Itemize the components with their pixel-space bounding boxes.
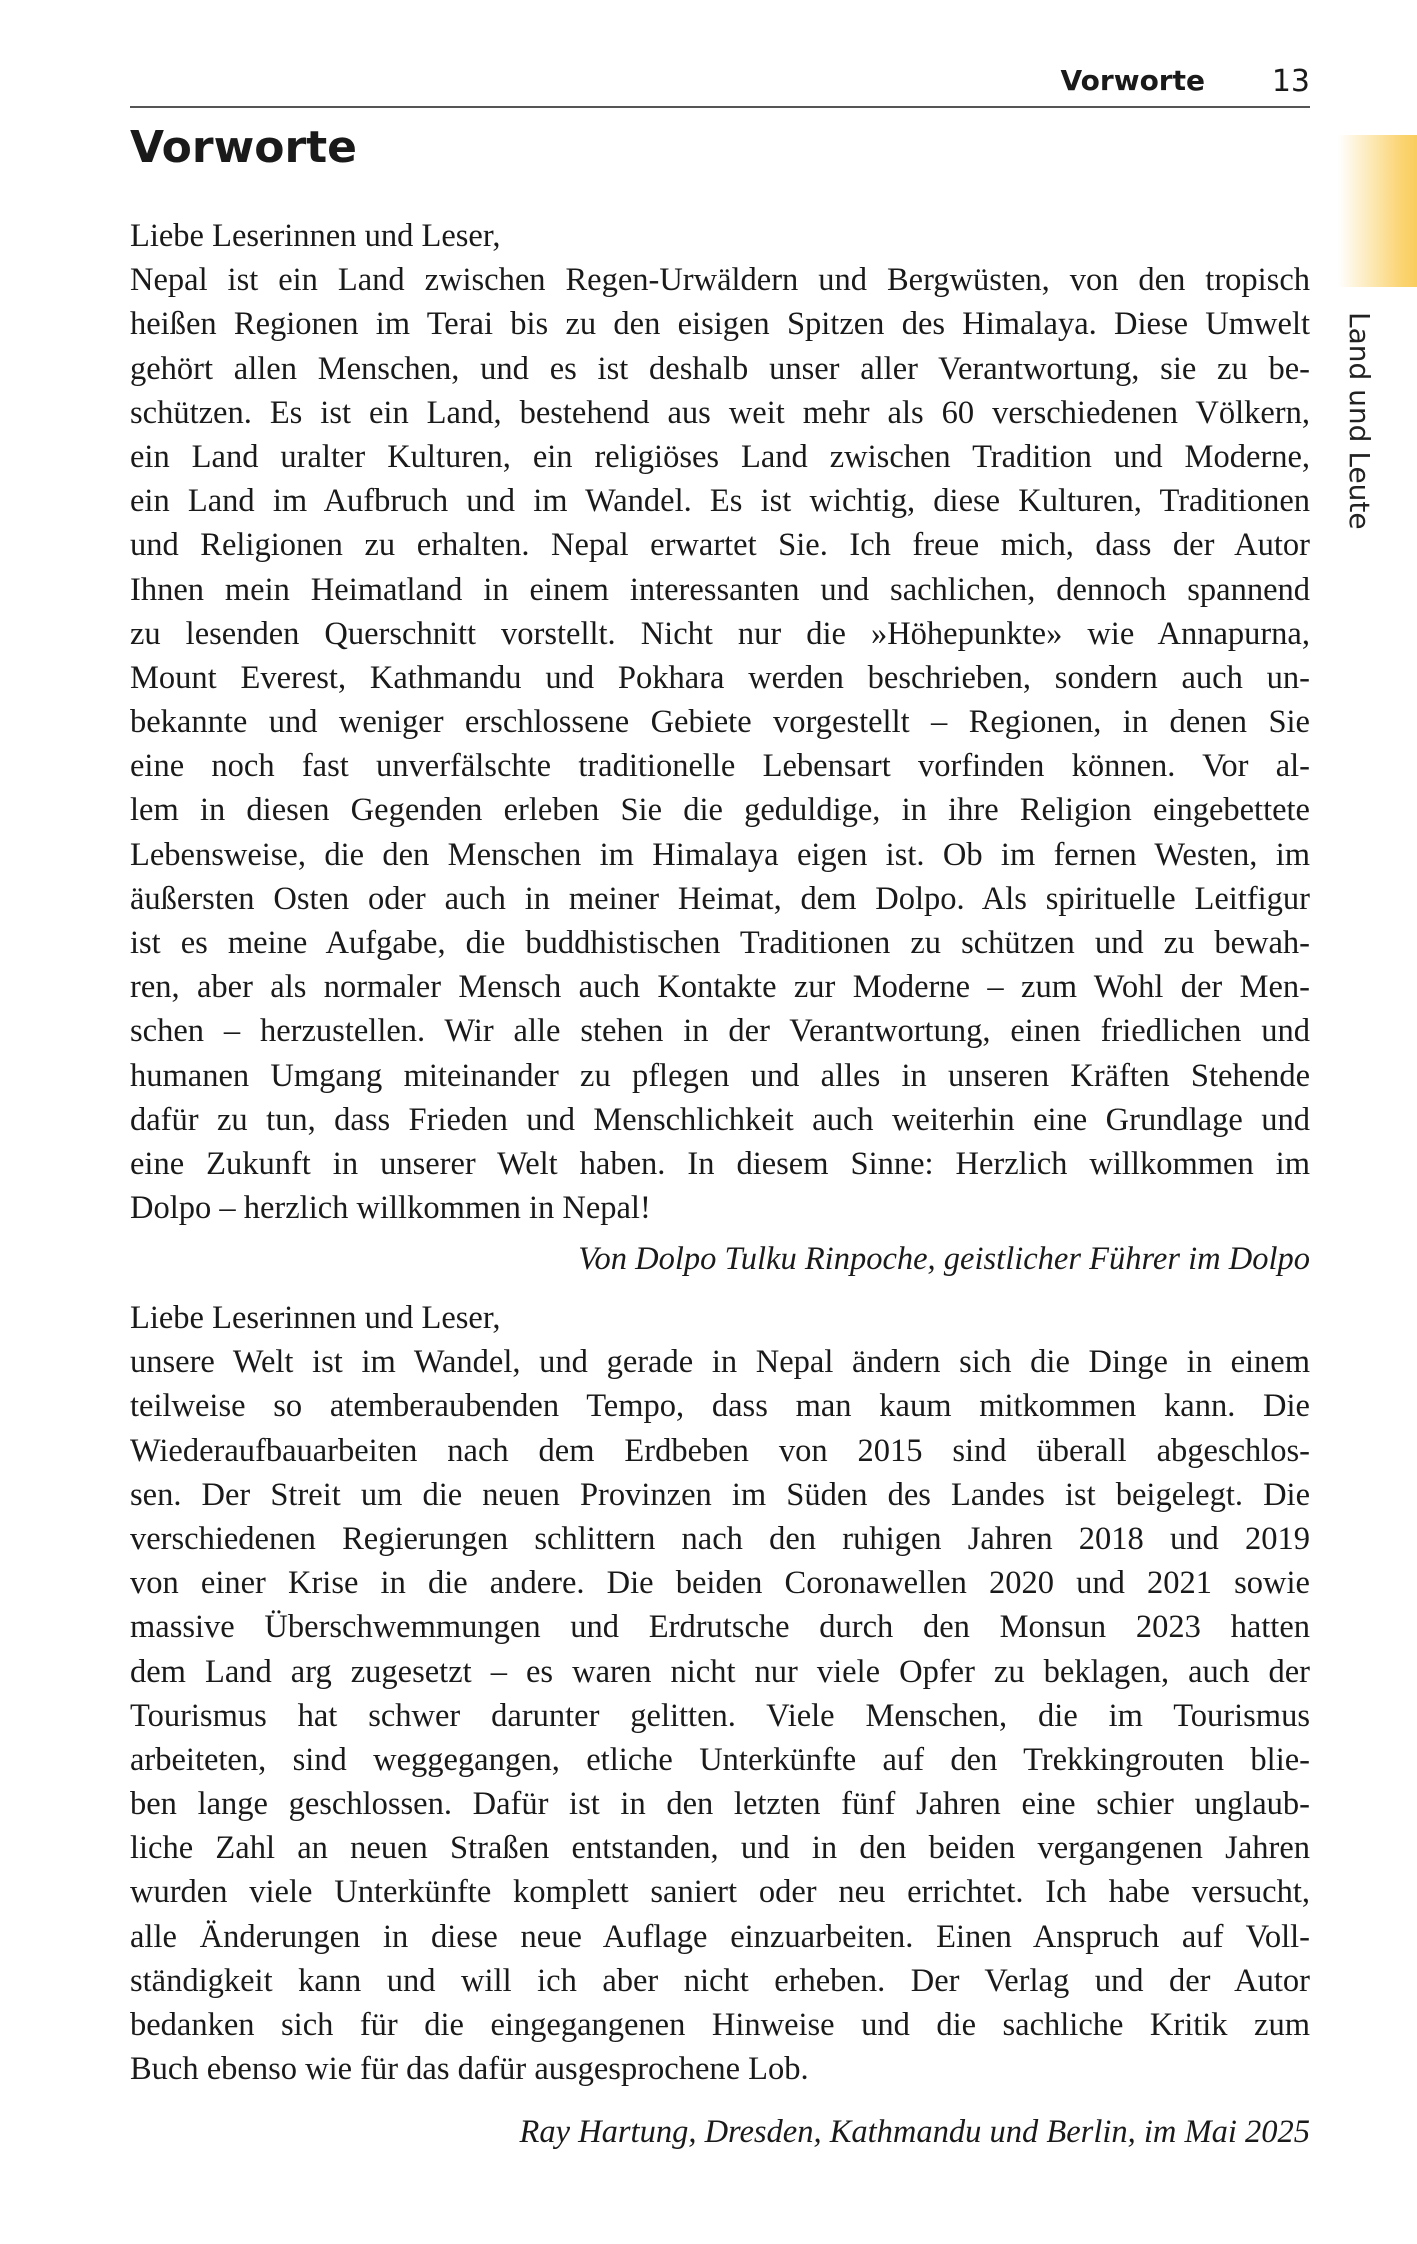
text-line: humanen Umgang miteinander zu pflegen und alles in unseren Kräften Stehende — [130, 1057, 1310, 1094]
text-line: Dolpo – herzlich willkommen in Nepal! — [130, 1190, 651, 1227]
text-line: arbeiteten, sind weggegangen, etliche Unterkünfte auf den Trekkingrouten blie- — [130, 1741, 1310, 1778]
text-line: Mount Everest, Kathmandu und Pokhara werden beschrieben, sondern auch un- — [130, 659, 1310, 696]
text-line: schen – herzustellen. Wir alle stehen in der Verantwortung, einen friedlichen und — [130, 1013, 1310, 1050]
page-title: Vorworte — [130, 122, 358, 173]
foreword-1-signature: Von Dolpo Tulku Rinpoche, geistlicher Führer im Dolpo — [578, 1241, 1310, 1277]
text-line: von einer Krise in die andere. Die beiden Coronawellen 2020 und 2021 sowie — [130, 1565, 1310, 1602]
text-line: ben lange geschlossen. Dafür ist in den letzten fünf Jahren eine schier unglaub- — [130, 1786, 1310, 1823]
text-line: heißen Regionen im Terai bis zu den eisigen Spitzen des Himalaya. Diese Umwelt — [130, 306, 1310, 343]
text-line: Lebensweise, die den Menschen im Himalaya eigen ist. Ob im fernen Westen, im — [130, 836, 1310, 873]
text-line: äußersten Osten oder auch in meiner Heimat, dem Dolpo. Als spirituelle Leitfigur — [130, 880, 1310, 917]
text-line: Liebe Leserinnen und Leser, — [130, 1300, 501, 1336]
chapter-side-label-text: Land und Leute — [1343, 312, 1376, 530]
text-line: sen. Der Streit um die neuen Provinzen im Süden des Landes ist beigelegt. Die — [130, 1476, 1310, 1513]
chapter-side-label — [1343, 312, 1383, 552]
text-line: dem Land arg zugesetzt – es waren nicht nur viele Opfer zu beklagen, auch der — [130, 1653, 1310, 1690]
text-line: dafür zu tun, dass Frieden und Menschlichkeit auch weiterhin eine Grundlage und — [130, 1101, 1310, 1138]
text-line: Liebe Leserinnen und Leser, — [130, 218, 501, 254]
text-line: Buch ebenso wie für das dafür ausgesprochene Lob. — [130, 2051, 809, 2088]
text-line: bekannte und weniger erschlossene Gebiete vorgestellt – Regionen, in denen Sie — [130, 704, 1310, 741]
text-line: gehört allen Menschen, und es ist deshalb unser aller Verantwortung, sie zu be- — [130, 350, 1310, 387]
text-line: Ihnen mein Heimatland in einem interessanten und sachlichen, dennoch spannend — [130, 571, 1310, 608]
running-title: Vorworte — [1060, 64, 1205, 97]
foreword-1-body — [130, 214, 1310, 1230]
text-line: ist es meine Aufgabe, die buddhistischen Traditionen zu schützen und zu bewah- — [130, 925, 1310, 961]
text-line: ein Land uralter Kulturen, ein religiöses Land zwischen Tradition und Moderne, — [130, 438, 1310, 475]
text-line: bedanken sich für die eingegangenen Hinweise und die sachliche Kritik zum — [130, 2007, 1310, 2043]
text-line: ständigkeit kann und will ich aber nicht erheben. Der Verlag und der Autor — [130, 1962, 1310, 1999]
text-line: und Religionen zu erhalten. Nepal erwartet Sie. Ich freue mich, dass der Autor — [130, 527, 1310, 564]
text-line: wurden viele Unterkünfte komplett saniert oder neu errichtet. Ich habe versucht, — [130, 1874, 1310, 1911]
text-line: Tourismus hat schwer darunter gelitten. Viele Menschen, die im Tourismus — [130, 1697, 1310, 1734]
text-line: liche Zahl an neuen Straßen entstanden, und in den beiden vergangenen Jahren — [130, 1830, 1310, 1867]
text-line: ren, aber als normaler Mensch auch Kontakte zur Moderne – zum Wohl der Men- — [130, 969, 1310, 1006]
text-line: eine noch fast unverfälschte traditionelle Lebensart vorfinden können. Vor al- — [130, 748, 1310, 785]
text-line: zu lesenden Querschnitt vorstellt. Nicht nur die »Höhepunkte» wie Annapurna, — [130, 615, 1310, 652]
page-number: 13 — [1271, 64, 1310, 99]
text-line: unsere Welt ist im Wandel, und gerade in Nepal ändern sich die Dinge in einem — [130, 1344, 1310, 1381]
text-line: alle Änderungen in diese neue Auflage einzuarbeiten. Einen Anspruch auf Voll- — [130, 1918, 1310, 1955]
text-line: lem in diesen Gegenden erleben Sie die geduldige, in ihre Religion eingebettete — [130, 792, 1310, 829]
text-line: teilweise so atemberaubenden Tempo, dass man kaum mitkommen kann. Die — [130, 1388, 1310, 1425]
running-header — [130, 62, 1310, 108]
text-line: schützen. Es ist ein Land, bestehend aus weit mehr als 60 verschiedenen Völkern, — [130, 394, 1310, 431]
text-line: ein Land im Aufbruch und im Wandel. Es ist wichtig, diese Kulturen, Traditionen — [130, 483, 1310, 520]
text-line: Wiederaufbauarbeiten nach dem Erdbeben von 2015 sind überall abgeschlos- — [130, 1432, 1310, 1469]
foreword-2-signature: Ray Hartung, Dresden, Kathmandu und Berlin, im Mai 2025 — [519, 2114, 1310, 2150]
text-line: verschiedenen Regierungen schlittern nach den ruhigen Jahren 2018 und 2019 — [130, 1520, 1310, 1557]
chapter-tab-marker — [1338, 135, 1417, 287]
text-line: massive Überschwemmungen und Erdrutsche durch den Monsun 2023 hatten — [130, 1609, 1310, 1646]
text-line: Nepal ist ein Land zwischen Regen-Urwäldern und Bergwüsten, von den tropisch — [130, 262, 1310, 299]
text-line: eine Zukunft in unserer Welt haben. In diesem Sinne: Herzlich willkommen im — [130, 1145, 1310, 1182]
foreword-2-body — [130, 1296, 1310, 2091]
